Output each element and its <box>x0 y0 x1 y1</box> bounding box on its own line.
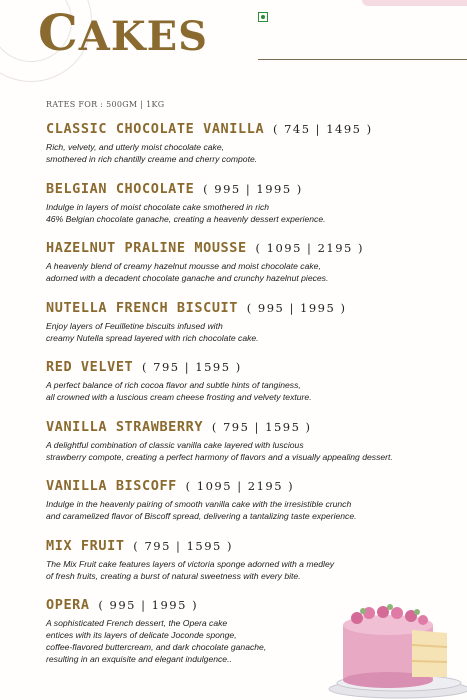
menu-items <box>46 120 466 664</box>
menu-item <box>46 358 466 418</box>
menu-item <box>46 477 466 537</box>
item-heading <box>46 120 466 138</box>
item-name: VANILLA STRAWBERRY <box>46 418 204 435</box>
item-heading <box>46 239 466 257</box>
item-description-line: creamy Nutella spread layered with rich chocolate cake. <box>46 332 259 343</box>
item-description-line: strawberry compote, creating a perfect harmony of flavors and a visually appealing dessert. <box>46 451 393 462</box>
item-heading <box>46 358 466 376</box>
menu-item <box>46 239 466 299</box>
item-heading <box>46 418 466 436</box>
menu-item <box>46 120 466 180</box>
veg-mark-icon <box>258 12 268 22</box>
item-description <box>46 141 466 165</box>
menu-item <box>46 180 466 240</box>
item-description-line: Indulge in layers of moist chocolate cake smothered in rich <box>46 201 270 212</box>
item-name: RED VELVET <box>46 359 134 375</box>
item-description-line: Indulge in the heavenly pairing of smooth vanilla cake with the irresistible crunch <box>46 499 352 509</box>
item-description-line: entices with its layers of delicate Joconde sponge, <box>46 630 237 640</box>
item-name: NUTELLA FRENCH BISCUIT <box>46 299 239 316</box>
item-price: ( 795 | 1595 ) <box>133 538 233 553</box>
item-description-line: all crowned with a luscious cream cheese frosting and velvety texture. <box>46 392 312 402</box>
item-description-line: A sophisticated French dessert, the Opera cake <box>46 618 228 628</box>
item-description <box>46 320 466 344</box>
item-description <box>46 379 466 403</box>
item-description <box>46 201 466 225</box>
item-price: ( 795 | 1595 ) <box>142 360 242 374</box>
title-rest: AKES <box>78 13 208 60</box>
item-description <box>46 558 466 582</box>
item-price: ( 795 | 1595 ) <box>211 419 312 434</box>
item-name: OPERA <box>46 597 90 613</box>
item-price: ( 995 | 1995 ) <box>246 300 347 315</box>
menu-item <box>46 299 466 359</box>
item-description-line: resulting in an exquisite and elegant indulgence.. <box>46 654 232 664</box>
item-price: ( 995 | 1995 ) <box>203 181 303 196</box>
rates-label: RATES FOR : 500GM | 1KG <box>46 100 165 109</box>
item-heading <box>46 477 466 495</box>
item-name: VANILLA BISCOFF <box>46 478 177 494</box>
item-name: BELGIAN CHOCOLATE <box>46 180 195 197</box>
item-price: ( 1095 | 2195 ) <box>185 479 295 493</box>
item-description-line: adorned with a decadent chocolate ganache and crunchy hazelnut pieces. <box>46 273 329 283</box>
item-description <box>46 439 466 463</box>
item-description-line: coffee-flavored buttercream, and dark chocolate ganache, <box>46 642 267 652</box>
decorative-tab <box>362 0 467 6</box>
menu-item <box>46 418 466 478</box>
title-initial: C <box>38 3 79 62</box>
item-description <box>46 260 466 284</box>
item-description-line: of fresh fruits, creating a burst of natural sweetness with every bite. <box>46 570 301 581</box>
item-description-line: A delightful combination of classic vanilla cake layered with luscious <box>46 439 304 450</box>
cake-illustration <box>317 585 467 700</box>
item-price: ( 995 | 1995 ) <box>98 598 199 612</box>
item-description <box>46 498 466 522</box>
item-description-line: A perfect balance of rich cocoa flavor and subtle hints of tanginess, <box>46 380 301 390</box>
item-price: ( 745 | 1495 ) <box>272 122 373 136</box>
item-heading <box>46 299 466 317</box>
item-description-line: Rich, velvety, and utterly moist chocolate cake, <box>46 142 225 152</box>
item-heading <box>46 180 466 198</box>
item-name: MIX FRUIT <box>46 537 125 554</box>
item-description-line: and caramelized flavor of Biscoff spread, delivering a tantalizing taste experience. <box>46 511 357 521</box>
item-description-line: The Mix Fruit cake features layers of victoria sponge adorned with a medley <box>46 558 335 569</box>
item-description-line: 46% Belgian chocolate ganache, creating a heavenly dessert experience. <box>46 213 326 224</box>
item-heading <box>46 537 466 555</box>
title-divider <box>258 59 467 60</box>
item-price: ( 1095 | 2195 ) <box>255 241 364 255</box>
item-description-line: smothered in rich chantilly creame and cherry compote. <box>46 154 258 164</box>
item-name: CLASSIC CHOCOLATE VANILLA <box>46 121 265 137</box>
item-name: HAZELNUT PRALINE MOUSSE <box>46 240 247 256</box>
page-title <box>38 3 208 62</box>
item-description-line: A heavenly blend of creamy hazelnut mousse and moist chocolate cake, <box>46 261 321 271</box>
item-description-line: Enjoy layers of Feuilletine biscuits infused with <box>46 320 223 331</box>
